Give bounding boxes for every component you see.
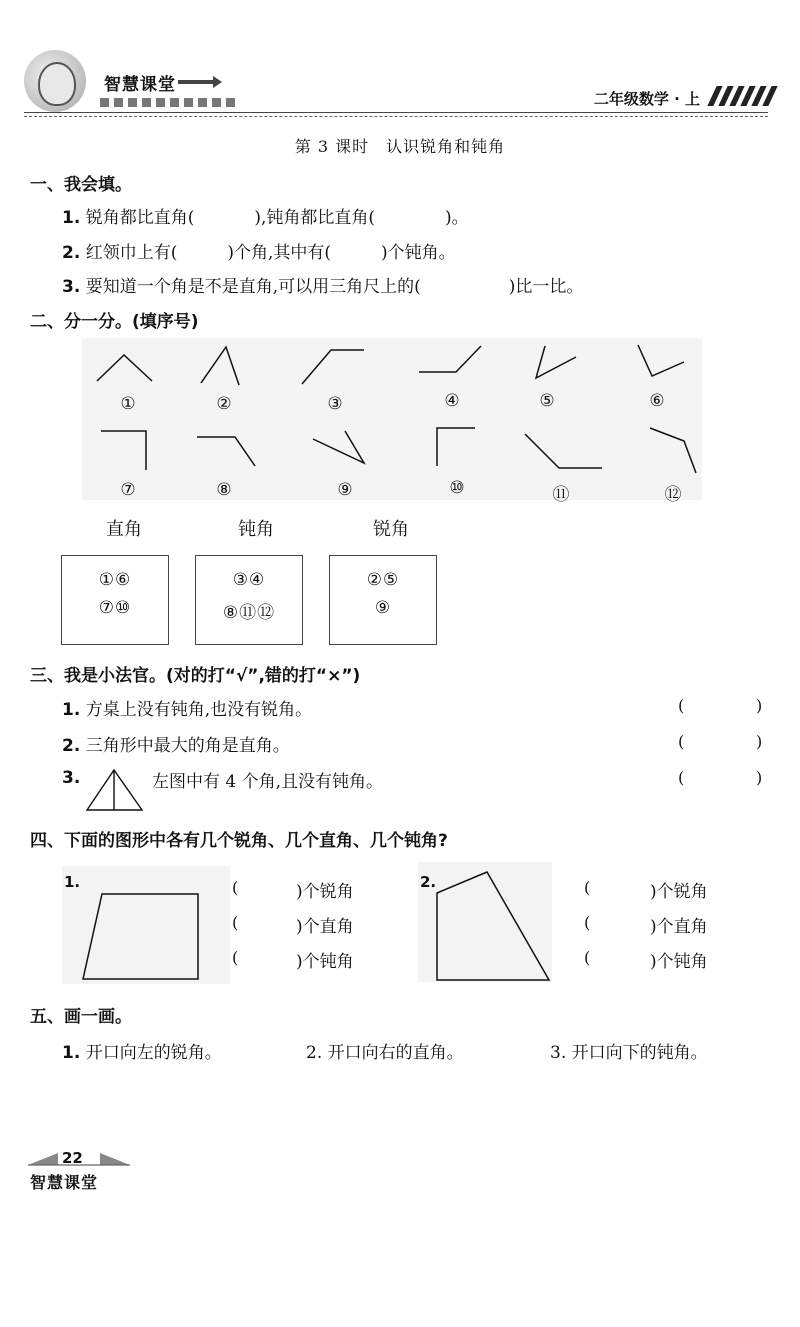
section1-title: 一、我会填。 <box>30 175 132 195</box>
fig1-paren-obtuse[interactable]: ( <box>232 948 239 967</box>
footer-brand: 智慧课堂 <box>30 1173 99 1192</box>
fill-question-1: 1. 锐角都比直角( ),钝角都比直角( )。 <box>62 208 469 228</box>
angle-1 <box>97 355 152 381</box>
angle-number-8: ⑧ <box>216 480 232 500</box>
answer-paren-close: ) <box>756 696 763 715</box>
angle-number-6: ⑥ <box>649 391 665 411</box>
fill-question-3: 3. 要知道一个角是不是直角,可以用三角尺上的( )比一比。 <box>62 277 584 297</box>
judge-question-1: 1. 方桌上没有钝角,也没有锐角。 <box>62 700 313 720</box>
draw-task-3[interactable]: 3. 开口向下的钝角。 <box>550 1043 708 1063</box>
draw-task-2[interactable]: 2. 开口向右的直角。 <box>306 1043 464 1063</box>
angle-5 <box>536 346 576 378</box>
fig2-paren-obtuse[interactable]: ( <box>584 948 591 967</box>
angle-2 <box>201 347 239 385</box>
header-subject: 二年级数学 · 上 <box>593 90 700 108</box>
trapezoid-figure <box>80 890 205 985</box>
angle-number-2: ② <box>216 394 232 414</box>
angle-number-1: ① <box>120 394 136 414</box>
angle-9 <box>313 431 364 463</box>
angle-8 <box>197 437 255 466</box>
category-label-acute-angle: 锐角 <box>373 519 409 540</box>
judge-question-3-number: 3. <box>62 768 81 788</box>
fig1-label-acute: )个锐角 <box>296 882 354 902</box>
angle-6 <box>638 345 684 376</box>
angle-number-9: ⑨ <box>337 480 353 500</box>
angle-7 <box>101 431 146 470</box>
fig1-paren-acute[interactable]: ( <box>232 878 239 897</box>
angle-11 <box>525 434 602 468</box>
answer-paren-open[interactable]: ( <box>678 696 685 715</box>
header-brand: 智慧课堂 <box>104 75 176 95</box>
angle-10 <box>437 428 475 466</box>
fig2-label-acute: )个锐角 <box>650 882 708 902</box>
section3-title: 三、我是小法官。(对的打“√”,错的打“×”) <box>30 666 361 686</box>
angle-number-5: ⑤ <box>539 391 555 411</box>
fig2-paren-acute[interactable]: ( <box>584 878 591 897</box>
fill-question-2: 2. 红领巾上有( )个角,其中有( )个钝角。 <box>62 243 456 263</box>
answer-box-acute-angle[interactable]: ②⑤ ⑨ <box>329 555 437 645</box>
section5-title: 五、画一画。 <box>30 1007 132 1027</box>
category-label-right-angle: 直角 <box>106 519 142 540</box>
answer-box-right-angle[interactable]: ①⑥ ⑦⑩ <box>61 555 169 645</box>
fig1-label-right: )个直角 <box>296 917 354 937</box>
category-label-obtuse-angle: 钝角 <box>238 519 274 540</box>
angle-number-3: ③ <box>327 394 343 414</box>
section2-title: 二、分一分。(填序号) <box>30 312 199 332</box>
fig2-label-right: )个直角 <box>650 917 708 937</box>
angle-number-4: ④ <box>444 391 460 411</box>
answer-paren-close: ) <box>756 768 763 787</box>
triangle-figure <box>85 767 145 813</box>
judge-question-2: 2. 三角形中最大的角是直角。 <box>62 736 290 756</box>
lesson-title: 第 3 课时 认识锐角和钝角 <box>294 137 506 156</box>
draw-task-1[interactable]: 1. 开口向左的锐角。 <box>62 1043 222 1063</box>
angle-number-12: ⑫ <box>664 485 682 505</box>
section4-title: 四、下面的图形中各有几个锐角、几个直角、几个钝角? <box>30 831 448 851</box>
angle-3 <box>302 350 364 384</box>
quadrilateral-figure <box>430 868 555 983</box>
fig2-label-obtuse: )个钝角 <box>650 952 708 972</box>
answer-paren-open[interactable]: ( <box>678 768 685 787</box>
page-number: 22 <box>62 1149 83 1167</box>
fig2-paren-right[interactable]: ( <box>584 913 591 932</box>
angle-4 <box>419 346 481 372</box>
figure-1-number: 1. <box>64 873 81 891</box>
answer-box-obtuse-angle[interactable]: ③④ ⑧⑪⑫ <box>195 555 303 645</box>
angle-12 <box>650 428 696 473</box>
angle-number-11: ⑪ <box>552 485 570 505</box>
figure-2-number: 2. <box>420 873 437 891</box>
angle-figures <box>0 0 800 520</box>
angle-number-10: ⑩ <box>449 478 465 498</box>
angle-number-7: ⑦ <box>120 480 136 500</box>
answer-paren-open[interactable]: ( <box>678 732 685 751</box>
judge-question-3: 左图中有 4 个角,且没有钝角。 <box>152 772 384 792</box>
fig1-paren-right[interactable]: ( <box>232 913 239 932</box>
answer-paren-close: ) <box>756 732 763 751</box>
fig1-label-obtuse: )个钝角 <box>296 952 354 972</box>
